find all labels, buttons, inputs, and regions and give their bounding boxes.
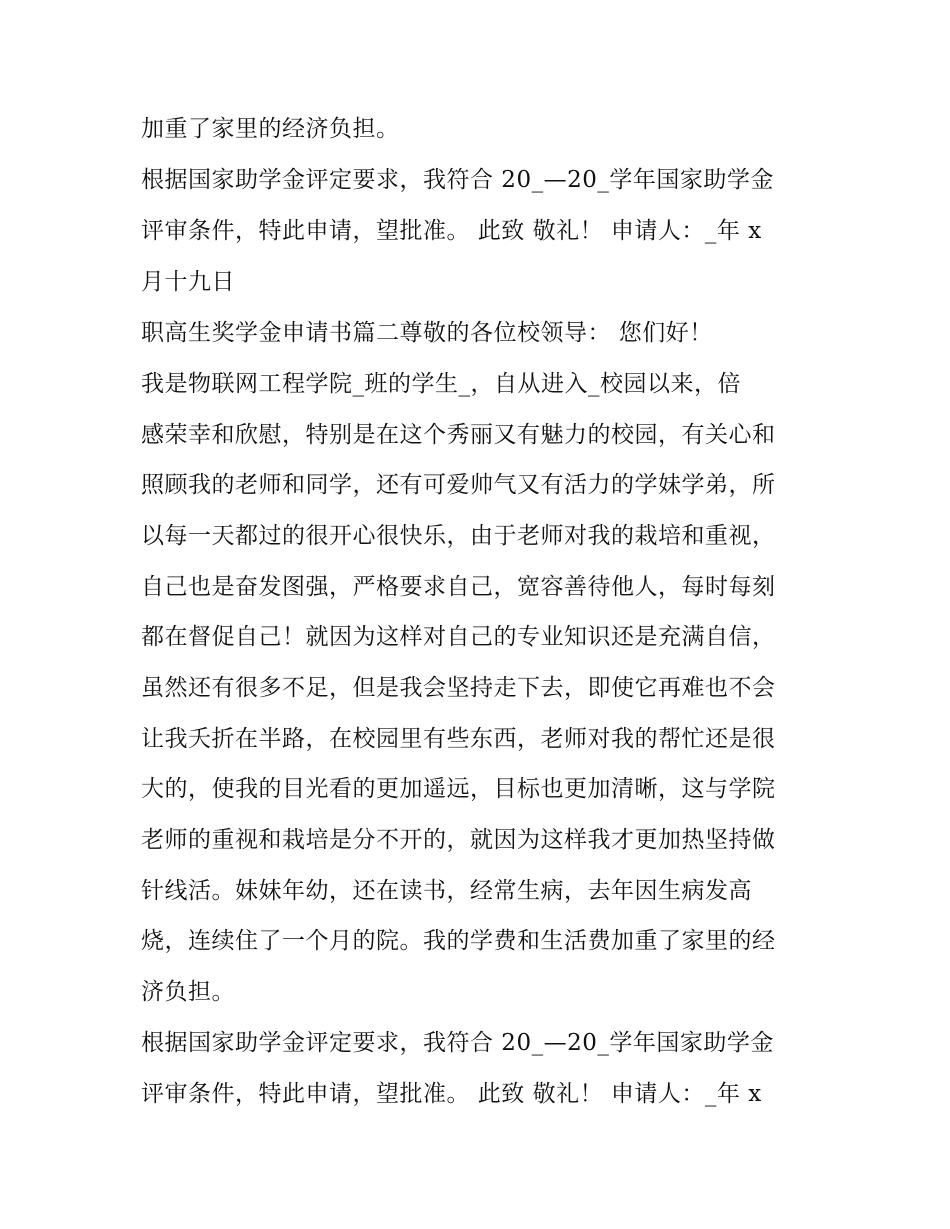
- text-line: 都在督促自己！就因为这样对自己的专业知识还是充满自信，: [141, 624, 776, 650]
- text-line: 感荣幸和欣慰，特别是在这个秀丽又有魅力的校园，有关心和: [141, 422, 776, 448]
- text-line: 济负担。: [141, 979, 235, 1005]
- text-line: 评审条件，特此申请，望批准。 此致 敬礼！ 申请人：_年 x: [141, 218, 762, 244]
- text-line: 老师的重视和栽培是分不开的，就因为这样我才更加热坚持做: [141, 827, 776, 853]
- text-line: 烧，连续住了一个月的院。我的学费和生活费加重了家里的经: [141, 928, 776, 954]
- text-line: 职高生奖学金申请书篇二尊敬的各位校领导： 您们好！: [141, 320, 713, 346]
- text-line: 根据国家助学金评定要求，我符合 20_—20_学年国家助学金: [141, 167, 774, 193]
- text-line: 虽然还有很多不足，但是我会坚持走下去，即使它再难也不会: [141, 675, 776, 701]
- text-line: 加重了家里的经济负担。: [141, 116, 400, 142]
- text-line: 照顾我的老师和同学，还有可爱帅气又有活力的学妹学弟，所: [141, 472, 776, 498]
- text-line: 评审条件，特此申请，望批准。 此致 敬礼！ 申请人：_年 x: [141, 1081, 762, 1107]
- text-line: 月十九日: [141, 269, 235, 295]
- text-line: 让我夭折在半路，在校园里有些东西，老师对我的帮忙还是很: [141, 726, 776, 752]
- text-line: 针线活。妹妹年幼，还在读书，经常生病，去年因生病发高: [141, 878, 752, 904]
- text-line: 以每一天都过的很开心很快乐，由于老师对我的栽培和重视，: [141, 523, 776, 549]
- text-line: 自己也是奋发图强，严格要求自己，宽容善待他人，每时每刻: [141, 574, 776, 600]
- text-line: 我是物联网工程学院_班的学生_，自从进入_校园以来，倍: [141, 371, 741, 397]
- text-line: 根据国家助学金评定要求，我符合 20_—20_学年国家助学金: [141, 1030, 774, 1056]
- text-line: 大的，使我的目光看的更加遥远，目标也更加清晰，这与学院: [141, 776, 776, 802]
